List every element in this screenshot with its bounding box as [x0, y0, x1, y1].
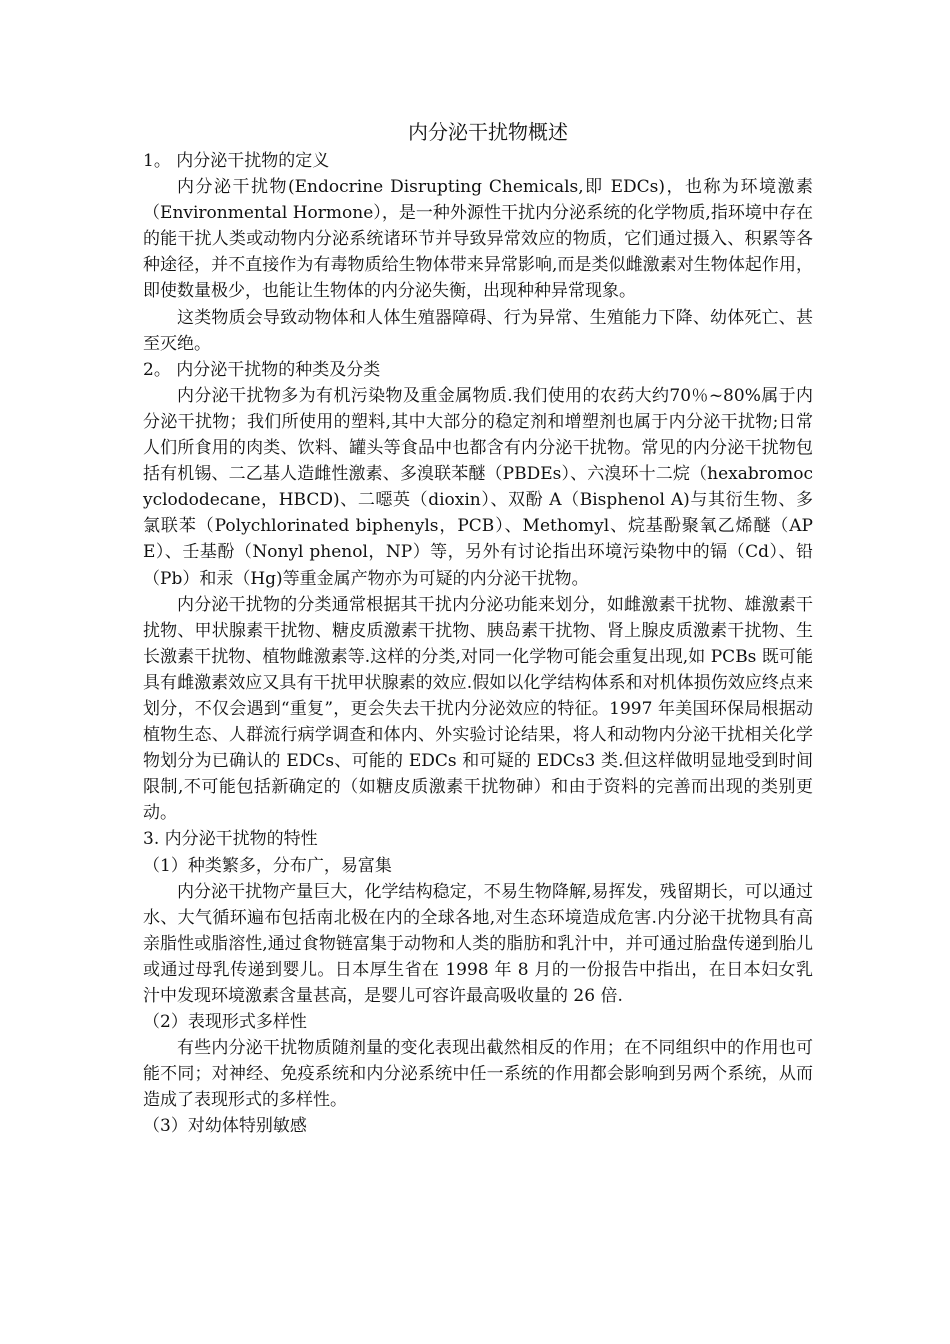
- paragraph-classification: 内分泌干扰物的分类通常根据其干扰内分泌功能来划分，如雌激素干扰物、雄激素干扰物、甲状腺素干扰物、糖皮质激素干扰物、胰岛素干扰物、肾上腺皮质激素干扰物、生长激素干扰物、植物雌激素等.这样的分类,对同一化学物可能会重复出现,如 PCBs 既可能具有雌激素效应又具有干扰甲状腺素的效应.假如以化学结构体系和对机体损伤效应终点来划分，不仅会遇到“重复”，更会失去干扰内分泌效应的特征。1997 年美国环保局根据动植物生态、人群流行病学调查和体内、外实验讨论结果，将人和动物内分泌干扰相关化学物划分为已确认的 EDCs、可能的 EDCs 和可疑的 EDCs3 类.但这样做明显地受到时间限制,不可能包括新确定的（如糖皮质激素干扰物砷）和由于资料的完善而出现的类别更动。: [143, 594, 813, 824]
- subsection-heading-3: （3）对幼体特别敏感: [143, 1116, 307, 1137]
- paragraph-diversity: 有些内分泌干扰物质随剂量的变化表现出截然相反的作用；在不同组织中的作用也可能不同；对神经、免疫系统和内分泌系统中任一系统的作用都会影响到另两个系统，从而造成了表现形式的多样性。: [143, 1038, 813, 1111]
- section-heading-1: 1。 内分泌干扰物的定义: [143, 151, 330, 171]
- paragraph-effects: 这类物质会导致动物体和人体生殖器障碍、行为异常、生殖能力下降、幼体死亡、甚至灭绝。: [143, 307, 813, 354]
- subsection-heading-2: （2）表现形式多样性: [143, 1012, 307, 1033]
- document-page: [143, 118, 813, 1140]
- document-title: 内分泌干扰物概述: [408, 120, 568, 144]
- subsection-heading-1: （1）种类繁多，分布广，易富集: [143, 855, 392, 876]
- section-heading-2: 2。 内分泌干扰物的种类及分类: [143, 359, 381, 380]
- section-heading-3: 3. 内分泌干扰物的特性: [143, 829, 318, 850]
- paragraph-distribution: 内分泌干扰物产量巨大，化学结构稳定，不易生物降解,易挥发，残留期长，可以通过水、大气循环遍布包括南北极在内的全球各地,对生态环境造成危害.内分泌干扰物具有高亲脂性或脂溶性,通过食物链富集于动物和人类的脂肪和乳汁中，并可通过胎盘传递到胎儿或通过母乳传递到婴儿。日本厚生省在 1998 年 8 月的一份报告中指出，在日本妇女乳汁中发现环境激素含量甚高，是婴儿可容许最高吸收量的 26 倍.: [143, 881, 813, 1006]
- paragraph-definition: 内分泌干扰物(Endocrine Disrupting Chemicals,即 EDCs)，也称为环境激素（Environmental Hormone），是一种外源性干扰内分泌系统的化学物质,指环境中存在的能干扰人类或动物内分泌系统诸环节并导致异常效应的物质，它们通过摄入、积累等各种途径，并不直接作为有毒物质给生物体带来异常影响,而是类似雌激素对生物体起作用，即使数量极少，也能让生物体的内分泌失衡，出现种种异常现象。: [143, 177, 813, 302]
- paragraph-types: 内分泌干扰物多为有机污染物及重金属物质.我们使用的农药大约70％~80%属于内分泌干扰物；我们所使用的塑料,其中大部分的稳定剂和增塑剂也属于内分泌干扰物;日常人们所食用的肉类、饮料、罐头等食品中也都含有内分泌干扰物。常见的内分泌干扰物包括有机锡、二乙基人造雌性激素、多溴联苯醚（PBDEs）、六溴环十二烷（hexabromocyclododecane，HBCD)、二噁英（dioxin）、双酚 A（Bisphenol A)与其衍生物、多氯联苯（Polychlorinated biphenyls，PCB）、Methomyl、烷基酚聚氧乙烯醚（APE）、壬基酚（Nonyl phenol，NP）等，另外有讨论指出环境污染物中的镉（Cd）、铅（Pb）和汞（Hg)等重金属产物亦为可疑的内分泌干扰物。: [143, 385, 813, 589]
